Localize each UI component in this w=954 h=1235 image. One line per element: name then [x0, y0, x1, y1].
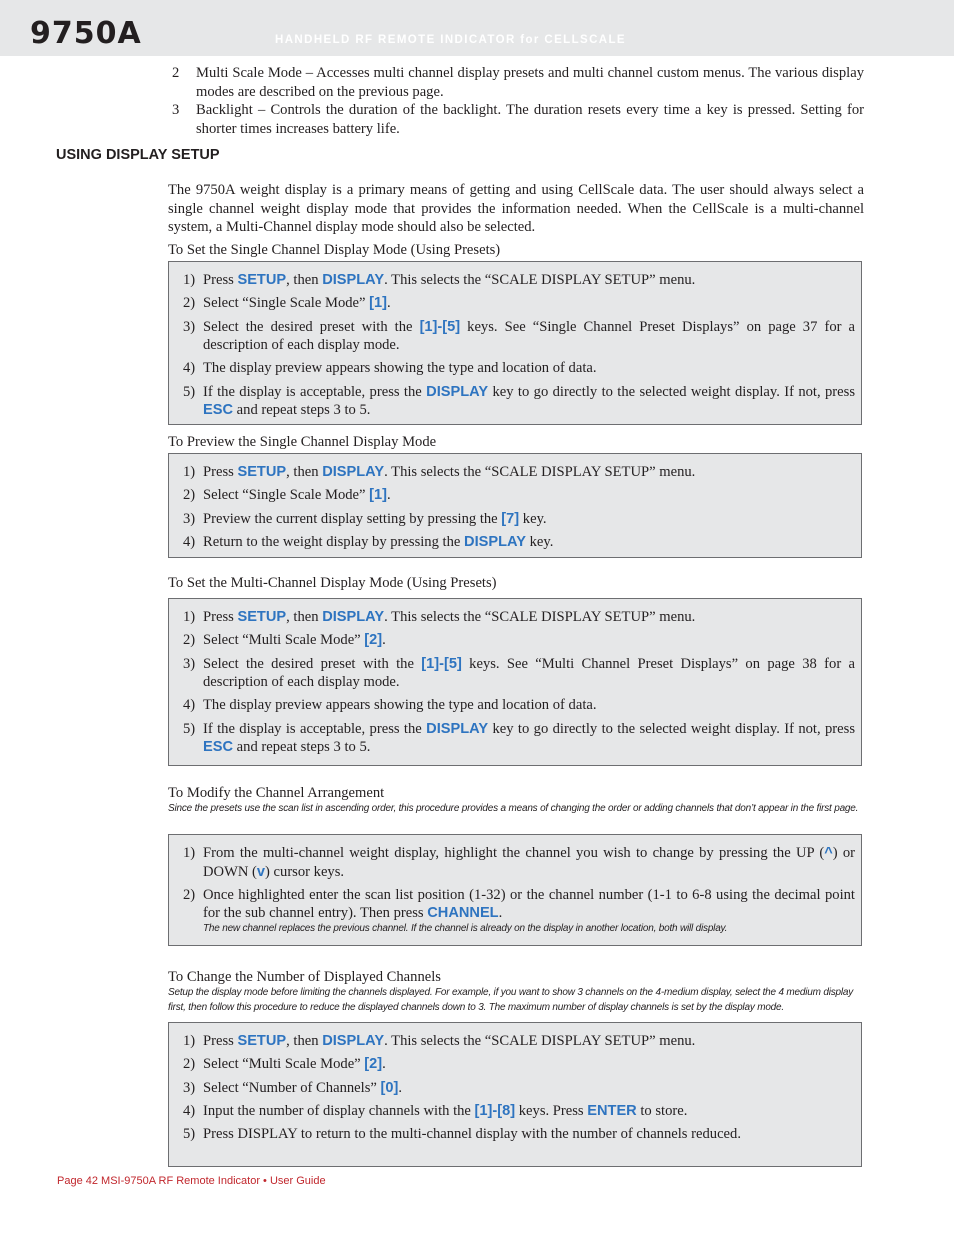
procedure-box	[168, 261, 862, 425]
step-fragment: The display preview appears showing the type and location of data.	[203, 360, 597, 377]
key-label: SETUP	[237, 272, 287, 288]
step-fragment: If the display is acceptable, press the	[203, 383, 427, 400]
step-fragment: .	[382, 1056, 386, 1073]
step-item	[183, 463, 855, 482]
step-item	[183, 1032, 855, 1051]
step-number: 5)	[183, 1126, 196, 1143]
procedure-title: To Preview the Single Channel Display Mode	[168, 434, 437, 450]
step-text	[203, 463, 855, 482]
step-item	[183, 1125, 855, 1144]
procedure-box	[168, 598, 862, 766]
step-fragment: . This selects the “SCALE DISPLAY SETUP” menu.	[384, 464, 696, 480]
step-number: 1)	[183, 272, 196, 288]
step-text	[203, 696, 855, 715]
key-label: DISPLAY	[322, 272, 385, 288]
page-footer: Page 42 MSI-9750A RF Remote Indicator • User Guide	[57, 1175, 326, 1187]
step-number: 3)	[183, 1079, 196, 1096]
step-text	[203, 359, 855, 378]
step-number: 4)	[183, 697, 196, 714]
key-label: [0]	[380, 1079, 399, 1096]
key-label: SETUP	[237, 609, 287, 625]
step-number: 2)	[183, 295, 196, 312]
step-fragment: key.	[519, 510, 547, 527]
step-text	[203, 886, 855, 935]
step-text	[203, 1032, 855, 1051]
step-fragment: Select “Multi Scale Mode”	[203, 1056, 365, 1073]
key-label: CHANNEL	[427, 905, 499, 922]
key-label: ESC	[203, 739, 234, 756]
procedure-title: To Change the Number of Displayed Channels	[168, 969, 441, 985]
step-item	[183, 359, 855, 378]
step-fragment: Input the number of display channels with the	[203, 1102, 475, 1119]
step-fragment: to store.	[636, 1102, 688, 1119]
step-fragment: Select “Multi Scale Mode”	[203, 632, 365, 649]
step-text	[203, 510, 855, 529]
key-label: SETUP	[237, 1033, 287, 1049]
step-text	[203, 844, 855, 881]
step-text	[203, 1125, 855, 1144]
step-fragment: keys. Press	[515, 1102, 588, 1119]
step-text	[203, 533, 855, 552]
step-fragment: Press	[203, 609, 238, 625]
key-label: DISPLAY	[426, 720, 489, 737]
item-number: 2	[172, 65, 180, 81]
key-label: DISPLAY	[322, 609, 385, 625]
procedure-note: Since the presets use the scan list in ascending order, this procedure provides a means of changing the order or adding channels that don’t appear in the first page.	[168, 803, 859, 814]
step-fragment: Press	[203, 1033, 238, 1049]
step-fragment: , then	[286, 464, 323, 480]
step-number: 5)	[183, 383, 196, 400]
step-item	[183, 383, 855, 420]
step-item	[183, 318, 855, 355]
page-header	[0, 0, 954, 56]
step-fragment: .	[387, 295, 391, 312]
step-text	[203, 1055, 855, 1074]
step-number: 3)	[183, 655, 196, 672]
key-label: [1]-[5]	[421, 655, 462, 672]
step-item	[183, 696, 855, 715]
step-list	[183, 271, 855, 424]
step-item	[183, 608, 855, 627]
procedure-box	[168, 834, 862, 946]
list-item	[172, 64, 864, 101]
step-text	[203, 655, 855, 692]
step-list	[183, 463, 855, 556]
step-item	[183, 294, 855, 313]
key-label: [1]	[369, 295, 387, 312]
procedure-title: To Set the Single Channel Display Mode (Using Presets)	[168, 242, 501, 258]
step-fragment: and repeat steps 3 to 5.	[233, 739, 371, 756]
step-fragment: key to go directly to the selected weight display. If not, press	[488, 383, 856, 400]
step-fragment: .	[398, 1079, 402, 1096]
step-fragment: ) or DOWN (	[203, 845, 855, 880]
step-item	[183, 1079, 855, 1098]
step-item	[183, 720, 855, 757]
step-fragment: . This selects the “SCALE DISPLAY SETUP” menu.	[384, 1033, 696, 1049]
step-number: 4)	[183, 1102, 196, 1119]
step-item	[183, 655, 855, 692]
step-fragment: , then	[286, 1033, 323, 1049]
step-text	[203, 383, 855, 420]
step-fragment: Select the desired preset with the	[203, 318, 420, 335]
step-list	[183, 844, 855, 940]
step-text	[203, 294, 855, 313]
step-fragment: . This selects the “SCALE DISPLAY SETUP” menu.	[384, 272, 696, 288]
step-fragment: Once highlighted enter the scan list position (1-32) or the channel number (1-1 to 6-8 using the decimal point for the sub channel entry). Then press	[203, 886, 855, 922]
intro-list	[172, 64, 864, 138]
key-label: [1]-[5]	[419, 318, 461, 335]
procedure-title: To Modify the Channel Arrangement	[168, 785, 385, 801]
step-number: 4)	[183, 533, 196, 550]
key-label: DISPLAY	[464, 533, 526, 550]
step-number: 2)	[183, 886, 196, 903]
step-text	[203, 271, 855, 290]
step-fragment: Press	[203, 272, 238, 288]
step-item	[183, 271, 855, 290]
step-number: 1)	[183, 845, 196, 861]
section-heading: USING DISPLAY SETUP	[56, 147, 220, 163]
step-fragment: Select “Number of Channels”	[203, 1079, 381, 1096]
step-text	[203, 720, 855, 757]
step-text	[203, 631, 855, 650]
body-paragraph: The 9750A weight display is a primary means of getting and using CellScale data. The user should always select a single channel weight display mode that provides the information needed. When the CellScale is a multi-channel system, a Multi-Channel display mode should also be selected.	[168, 182, 864, 235]
step-fragment: and repeat steps 3 to 5.	[233, 402, 371, 419]
key-label: [2]	[364, 1056, 383, 1073]
step-fragment: key.	[525, 533, 554, 550]
step-number: 3)	[183, 510, 196, 527]
step-number: 4)	[183, 360, 196, 377]
key-label: DISPLAY	[426, 383, 489, 400]
step-fragment: ) cursor keys.	[265, 863, 345, 880]
step-number: 2)	[183, 1056, 196, 1073]
step-number: 3)	[183, 318, 196, 335]
procedure-title: To Set the Multi-Channel Display Mode (Using Presets)	[168, 575, 497, 591]
step-number: 1)	[183, 1033, 196, 1049]
step-fragment: keys. See “Multi Channel Preset Displays” on page 38 for a description of each display mode.	[203, 655, 856, 691]
step-number: 2)	[183, 487, 196, 504]
procedure-box	[168, 453, 862, 558]
key-label: v	[256, 863, 266, 880]
step-item	[183, 510, 855, 529]
step-fragment: Return to the weight display by pressing the	[203, 533, 465, 550]
step-number: 1)	[183, 464, 196, 480]
step-text	[203, 1079, 855, 1098]
step-fragment: .	[382, 632, 386, 649]
step-item	[183, 1055, 855, 1074]
step-fragment: . This selects the “SCALE DISPLAY SETUP” menu.	[384, 609, 696, 625]
step-fragment: Select the desired preset with the	[203, 655, 422, 672]
procedure-note: Setup the display mode before limiting the channels displayed. For example, if you want to show 3 channels on the 4-medium display, select the 4 medium display first, then follow this procedure to reduce the displayed channels down to 3. The maximum number of display channels is set by the display mode.	[168, 987, 854, 1013]
step-fragment: keys. See “Single Channel Preset Displays” on page 37 for a description of each display mode.	[203, 318, 855, 354]
step-item	[183, 1102, 855, 1121]
step-fragment: , then	[286, 272, 323, 288]
key-label: DISPLAY	[322, 464, 385, 480]
step-number: 2)	[183, 632, 196, 649]
step-item	[183, 631, 855, 650]
step-fragment: key to go directly to the selected weight display. If not, press	[488, 720, 856, 737]
key-label: [1]-[8]	[474, 1102, 516, 1119]
step-list	[183, 1032, 855, 1148]
step-fragment: .	[498, 905, 503, 922]
key-label: [7]	[501, 510, 520, 527]
step-fragment: Press	[203, 464, 238, 480]
step-item	[183, 533, 855, 552]
key-label: ^	[824, 845, 833, 861]
step-item	[183, 886, 855, 935]
step-note: The new channel replaces the previous channel. If the channel is already on the display in another location, both will display.	[203, 922, 728, 934]
step-fragment: If the display is acceptable, press the	[203, 720, 427, 737]
model-title: 9750A	[30, 16, 142, 51]
step-fragment: From the multi-channel weight display, highlight the channel you wish to change by pressing the UP (	[203, 845, 825, 861]
step-text	[203, 1102, 855, 1121]
item-text: Backlight – Controls the duration of the backlight. The duration resets every time a key is pressed. Setting for shorter times increases battery life.	[196, 102, 864, 137]
step-text	[203, 608, 855, 627]
key-label: [1]	[369, 487, 387, 504]
key-label: [2]	[364, 632, 383, 649]
key-label: ENTER	[587, 1102, 637, 1119]
step-fragment: Press DISPLAY to return to the multi-channel display with the number of channels reduced.	[203, 1126, 741, 1143]
item-text: Multi Scale Mode – Accesses multi channel display presets and multi channel custom menus. The various display modes are described on the previous page.	[196, 65, 864, 100]
step-list	[183, 608, 855, 761]
step-number: 1)	[183, 609, 196, 625]
key-label: SETUP	[237, 464, 287, 480]
procedure-box	[168, 1022, 862, 1167]
item-number: 3	[172, 102, 180, 118]
key-label: ESC	[203, 402, 234, 419]
list-item	[172, 101, 864, 138]
step-item	[183, 486, 855, 505]
step-fragment: Select “Single Scale Mode”	[203, 295, 370, 312]
header-subtitle: HANDHELD RF REMOTE INDICATOR for CELLSCALE	[275, 34, 626, 46]
step-fragment: Select “Single Scale Mode”	[203, 487, 370, 504]
step-fragment: Preview the current display setting by pressing the	[203, 510, 502, 527]
step-item	[183, 844, 855, 881]
step-text	[203, 318, 855, 355]
step-fragment: .	[387, 487, 391, 504]
step-fragment: The display preview appears showing the type and location of data.	[203, 697, 597, 714]
step-text	[203, 486, 855, 505]
step-number: 5)	[183, 720, 196, 737]
key-label: DISPLAY	[322, 1033, 385, 1049]
step-fragment: , then	[286, 609, 323, 625]
